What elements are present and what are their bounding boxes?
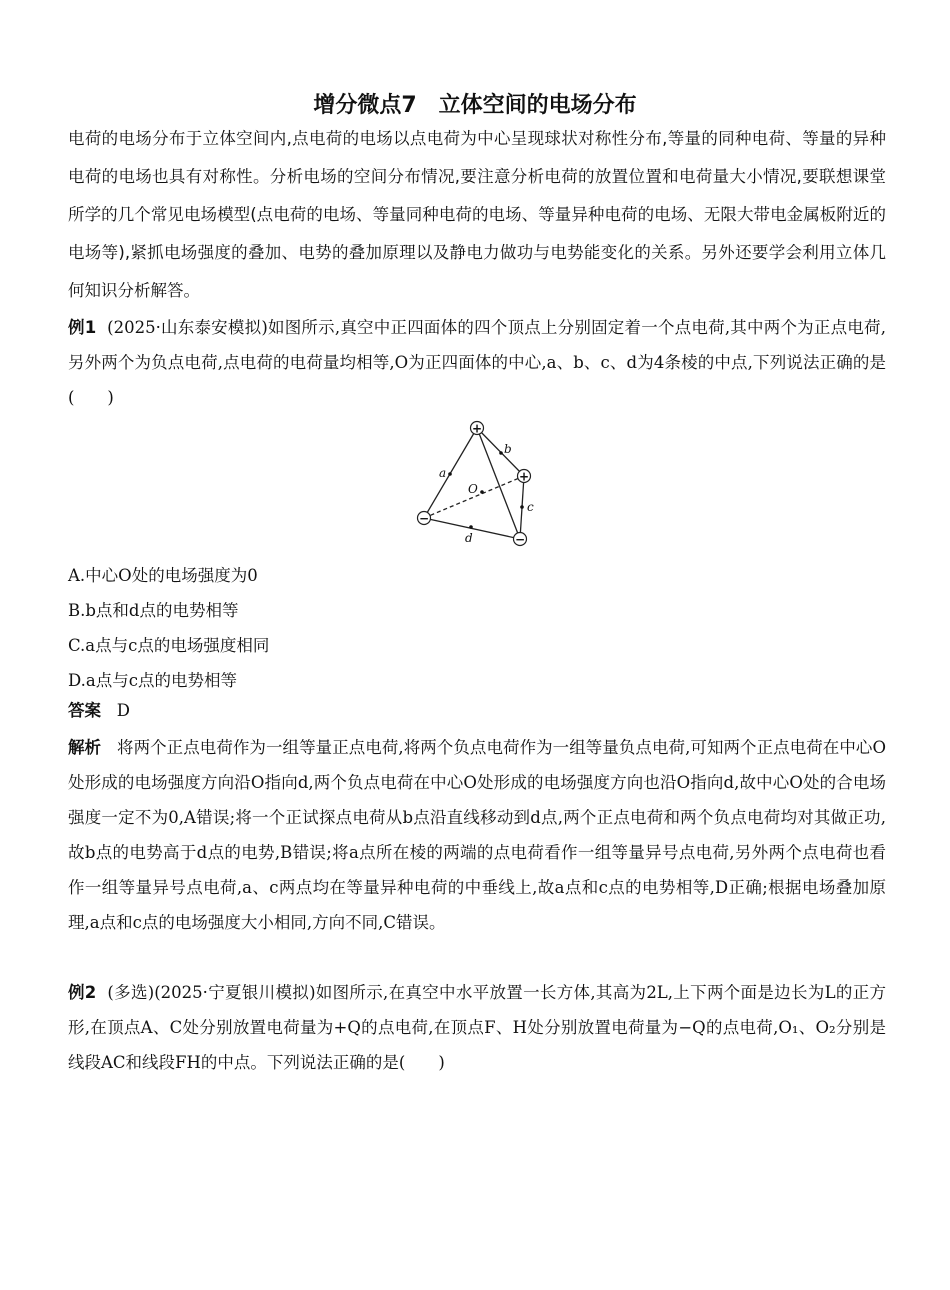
answer-value: D: [116, 701, 130, 720]
left-charge-sign: −: [418, 511, 430, 526]
point-b: [499, 451, 503, 455]
analysis-label: 解析: [68, 738, 102, 757]
point-o: [480, 490, 484, 494]
point-c: [520, 505, 524, 509]
label-d: d: [465, 531, 473, 545]
example-2-text: (多选)(2025·宁夏银川模拟)如图所示,在真空中水平放置一长方体,其高为2L,上下两个面是边长为L的正方形,在顶点A、C处分别放置电荷量为+Q的点电荷,在顶点F、H处分别放置电荷量为−Q的点电荷,O₁、O₂分别是线段AC和线段FH的中点。下列说法正确的是( ): [68, 983, 886, 1072]
example-1-question: [68, 310, 886, 415]
bottom-charge-sign: −: [514, 532, 526, 547]
edge-top-bottom: [477, 428, 520, 539]
example-2-label: 例2: [68, 983, 97, 1002]
example-1-label: 例1: [68, 318, 97, 337]
answer-label: 答案: [68, 701, 101, 720]
intro-paragraph: 电荷的电场分布于立体空间内,点电荷的电场以点电荷为中心呈现球状对称性分布,等量的同种电荷、等量的异种电荷的电场也具有对称性。分析电场的空间分布情况,要注意分析电荷的放置位置和电荷量大小情况,要联想课堂所学的几个常见电场模型(点电荷的电场、等量同种电荷的电场、等量异种电荷的电场、无限大带电金属板附近的电场等),紧抓电场强度的叠加、电势的叠加原理以及静电力做功与电势能变化的关系。另外还要学会利用立体几何知识分析解答。: [68, 129, 886, 300]
answer-line: [68, 697, 130, 721]
tetrahedron-figure: [410, 415, 546, 555]
example-1-text: (2025·山东泰安模拟)如图所示,真空中正四面体的四个顶点上分别固定着一个点电荷,其中两个为正点电荷,另外两个为负点电荷,点电荷的电荷量均相等,O为正四面体的中心,a、b、c、d为4条棱的中点,下列说法正确的是( ): [68, 318, 886, 407]
right-charge-sign: +: [518, 469, 530, 484]
top-charge-sign: +: [471, 421, 483, 436]
example-2-question: [68, 975, 886, 1080]
option-d: D.a点与c点的电势相等: [68, 671, 237, 690]
analysis-paragraph: [68, 730, 886, 940]
option-a: A.中心O处的电场强度为0: [68, 566, 258, 585]
point-d: [469, 525, 473, 529]
option-b: B.b点和d点的电势相等: [68, 601, 239, 620]
page-title: 增分微点7 立体空间的电场分布: [313, 93, 637, 118]
option-c: C.a点与c点的电场强度相同: [68, 636, 270, 655]
label-b: b: [504, 442, 512, 456]
label-a: a: [439, 466, 447, 480]
point-a: [448, 472, 452, 476]
label-o: O: [468, 482, 478, 496]
label-c: c: [527, 500, 534, 514]
analysis-text: 将两个正点电荷作为一组等量正点电荷,将两个负点电荷作为一组等量负点电荷,可知两个正点电荷在中心O处形成的电场强度方向沿O指向d,两个负点电荷在中心O处形成的电场强度方向也沿O指向d,故中心O处的合电场强度一定不为0,A错误;将一个正试探点电荷从b点沿直线移动到d点,两个正点电荷和两个负点电荷均对其做正功,故b点的电势高于d点的电势,B错误;将a点所在棱的两端的点电荷看作一组等量异号点电荷,另外两个点电荷也看作一组等量异号点电荷,a、c两点均在等量异种电荷的中垂线上,故a点和c点的电势相等,D正确;根据电场叠加原理,a点和c点的电场强度大小相同,方向不同,C错误。: [68, 738, 886, 932]
